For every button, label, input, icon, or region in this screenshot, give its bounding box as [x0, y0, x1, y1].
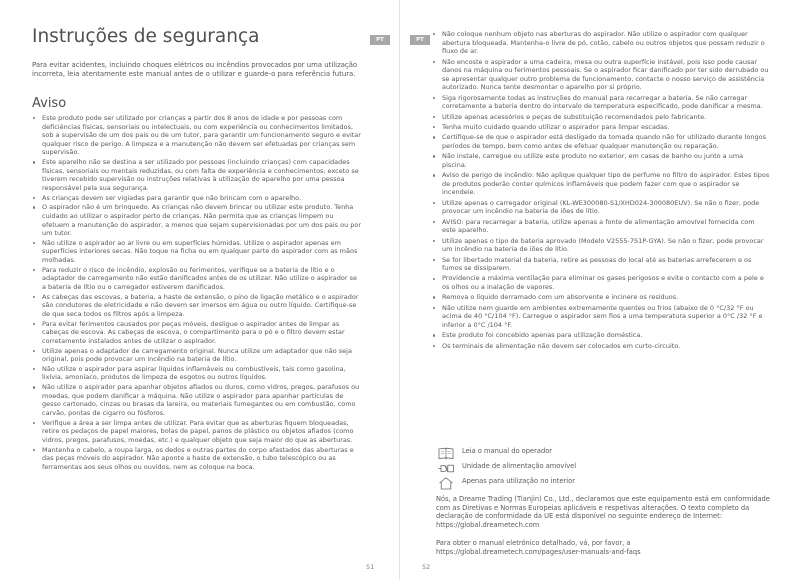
warning-item: Não utilize o aspirador para aspirar líquidos inflamáveis ou combustíveis, tais como gasolina, lixívia, amoníaco, produtos de limpeza de esgotos ou outros líquidos.	[32, 365, 362, 382]
warning-item: As cabeças das escovas, a bateria, a haste de extensão, o pino de ligação metálico e o aspirador são condutores de eletricidade e não devem ser imersos em água ou outro líquido. Certifique-se de que seca todos os filtros após a limpeza.	[32, 293, 362, 319]
legend-text: Unidade de alimentação amovível	[462, 462, 577, 470]
warning-item: Não utilize nem guarde em ambientes extremamente quentes ou frios (abaixo de 0 °C/32 °F ou acima de 40 °C/104 °F). Carregue o aspirador sem fios a uma temperatura superior a 0°C /32 °F e inferior a 0°C /104 °F.	[432, 304, 770, 330]
warning-list-continued	[432, 30, 770, 352]
warning-item: Não utilize o aspirador ao ar livre ou em superfícies húmidas. Utilize o aspirador apenas em superfícies interiores secas. Não toque na ficha ou em qualquer parte do aspirador com as mãos molhadas.	[32, 239, 362, 265]
warning-item: Certifique-se de que o aspirador está desligado da tomada quando não for utilizado durante longos períodos de tempo, bem como antes de efetuar qualquer manutenção ou reparação.	[432, 133, 770, 150]
warning-item: AVISO: para recarregar a bateria, utilize apenas a fonte de alimentação amovível fornecida com este aparelho.	[432, 218, 770, 235]
legend-row-indoor	[438, 475, 778, 488]
warning-item: Utilize apenas o adaptador de carregamento original. Nunca utilize um adaptador que não seja original, pois pode provocar um incêndio na bateria de lítio.	[32, 347, 362, 364]
warning-item: Aviso de perigo de incêndio: Não aplique qualquer tipo de perfume no filtro do aspirador. Estes tipos de produtos poderão conter químicos inflamáveis que podem fazer com que o aspirador se incendeie.	[432, 171, 770, 197]
manual-link-text: Para obter o manual eletrónico detalhado, vá, por favor, a https://global.dreametech.com/pages/user-manuals-and-faqs	[436, 539, 641, 556]
legend-row-manual	[438, 445, 778, 458]
warning-item: Tenha muito cuidado quando utilizar o aspirador para limpar escadas.	[432, 123, 770, 132]
warning-item: Verifique a área a ser limpa antes de utilizar. Para evitar que as aberturas fiquem bloqueadas, retire os pedaços de papel maiores, bolas de papel, panos de plástico ou objetos afiados (como vidros, pregos, parafusos, moedas, etc.) e qualquer objeto que seja maior do que as aberturas.	[32, 419, 362, 445]
warning-list	[32, 114, 362, 473]
language-tag: PT	[370, 35, 390, 45]
warning-item: Mantenha o cabelo, a roupa larga, os dedos e outras partes do corpo afastados das aberturas e das peças móveis do aspirador. Não aponte a haste de extensão, o tubo telescópico ou as ferramentas aos seus olhos ou ouvidos, nem as coloque na boca.	[32, 446, 362, 472]
warning-item: Utilize apenas o tipo de bateria aprovado (Modelo V2555-7S1P-GYA). Se não o fizer, pode provocar um incêndio na bateria de iões de lítio.	[432, 237, 770, 254]
warning-item: Este produto pode ser utilizado por crianças a partir dos 8 anos de idade e por pessoas com deficiências físicas, sensoriais ou intelectuais, ou com experiência ou conhecimentos limitados, sob a supervisão de um dos pais ou de um tutor, para garantir um funcionamento seguro e evitar qualquer risco de perigo. A limpeza e a manutenção não devem ser efetuadas por crianças sem supervisão.	[32, 114, 362, 157]
warning-item: Não coloque nenhum objeto nas aberturas do aspirador. Não utilize o aspirador com qualquer abertura bloqueada. Mantenha-o livre de pó, cotão, cabelo ou outros objetos que possam reduzir o fluxo de ar.	[432, 30, 770, 56]
page-number: 51	[366, 563, 375, 571]
warning-item: Providencie a máxima ventilação para eliminar os gases perigosos e evite o contacto com a pele e os olhos ou a inalação de vapores.	[432, 274, 770, 291]
warning-item: Para evitar ferimentos causados por peças móveis, desligue o aspirador antes de limpar as cabeças de escova. As cabeças de escova, o compartimento para o pó e o filtro devem estar corretamente instalados antes de utilizar o aspirador.	[32, 320, 362, 346]
page-number: 52	[422, 563, 431, 571]
removable-power-unit-icon	[438, 460, 454, 473]
indoor-house-icon	[438, 475, 454, 488]
section-heading-warning: Aviso	[32, 96, 67, 111]
conformity-declaration: Nós, a Dreame Trading (Tianjin) Co., Ltd., declaramos que este equipamento está em conformidade com as Diretivas e Normas Europeias aplicáveis e respetivas alterações. O texto completo da declaração de conformidade da UE está disponível no seguinte endereço de Internet: https://global.dreametech.com	[436, 495, 770, 529]
warning-item: Siga rigorosamente todas as instruções do manual para recarregar a bateria. Se não carregar corretamente a bateria dentro do intervalo de temperatura especificado, pode danificar a mesma.	[432, 94, 770, 111]
warning-item: As crianças devem ser vigiadas para garantir que não brincam com o aparelho.	[32, 194, 362, 203]
warning-item: Utilize apenas o carregador original (KL-WE300080-S1/XHD024-300080EUV). Se não o fizer, pode provocar um incêndio na bateria de iões de lítio.	[432, 199, 770, 216]
page-title: Instruções de segurança	[32, 26, 260, 47]
warning-item: Este produto foi concebido apenas para utilização doméstica.	[432, 331, 770, 340]
warning-item: Para reduzir o risco de incêndio, explosão ou ferimentos, verifique se a bateria de lítio e o adaptador de carregamento não estão danificados antes de os utilizar. Não utilize o aspirador se a bateria de lítio ou o carregador estiverem danificados.	[32, 266, 362, 292]
right-page	[400, 0, 800, 580]
warning-item: Não utilize o aspirador para apanhar objetos afiados ou duros, como vidros, pregos, parafusos ou moedas, que podem danificar a máquina. Não utilize o aspirador para apanhar partículas de gesso cartonado, cinzas ou brasas da lareira, ou materiais fumegantes ou em combustão, como carvão, pontas de cigarro ou fósforos.	[32, 383, 362, 417]
legend-row-power-unit	[438, 460, 778, 473]
language-tag: PT	[410, 35, 430, 45]
warning-item: Remova o líquido derramado com um absorvente e incinere os resíduos.	[432, 293, 770, 302]
warning-item: Não encoste o aspirador a uma cadeira, mesa ou outra superfície instável, pois isso pode causar danos na máquina ou ferimentos pessoais. Se o aspirador ficar danificado por ter sido derrubado ou se apresentar qualquer outro problema de funcionamento, contacte o nosso serviço de assistência autorizado. Nunca tente desmontar o aparelho por si próprio.	[432, 58, 770, 92]
warning-item: Os terminais de alimentação não devem ser colocados em curto-circuito.	[432, 342, 770, 351]
warning-item: Este aparelho não se destina a ser utilizado por pessoas (incluindo crianças) com capacidades físicas, sensoriais ou mentais reduzidas, ou com falta de experiência e conhecimentos, exceto se tiverem recebido supervisão ou instruções relativas à utilização do aparelho por uma pessoa responsável pela sua segurança.	[32, 158, 362, 192]
intro-paragraph: Para evitar acidentes, incluindo choques elétricos ou incêndios provocados por uma utilização incorreta, leia atentamente este manual antes de o utilizar e guarde-o para referência futura.	[32, 61, 358, 78]
manual-book-icon	[438, 445, 454, 458]
warning-item: Utilize apenas acessórios e peças de substituição recomendados pelo fabricante.	[432, 113, 770, 122]
warning-item: Se for libertado material da bateria, retire as pessoas do local até as baterias arrefecerem e os fumos se dissiparem.	[432, 256, 770, 273]
legend-text: Leia o manual do operador	[462, 447, 553, 455]
warning-item: O aspirador não é um brinquedo. As crianças não devem brincar ou utilizar este produto. Tenha cuidado ao utilizar o aspirador perto de crianças. Não permita que as crianças limpem ou efetuem a manutenção do aspirador, a menos que sejam supervisionadas por um dos pais ou por um tutor.	[32, 203, 362, 237]
warning-item: Não instale, carregue ou utilize este produto no exterior, em casas de banho ou junto a uma piscina.	[432, 152, 770, 169]
legend-text: Apenas para utilização no interior	[462, 477, 575, 485]
